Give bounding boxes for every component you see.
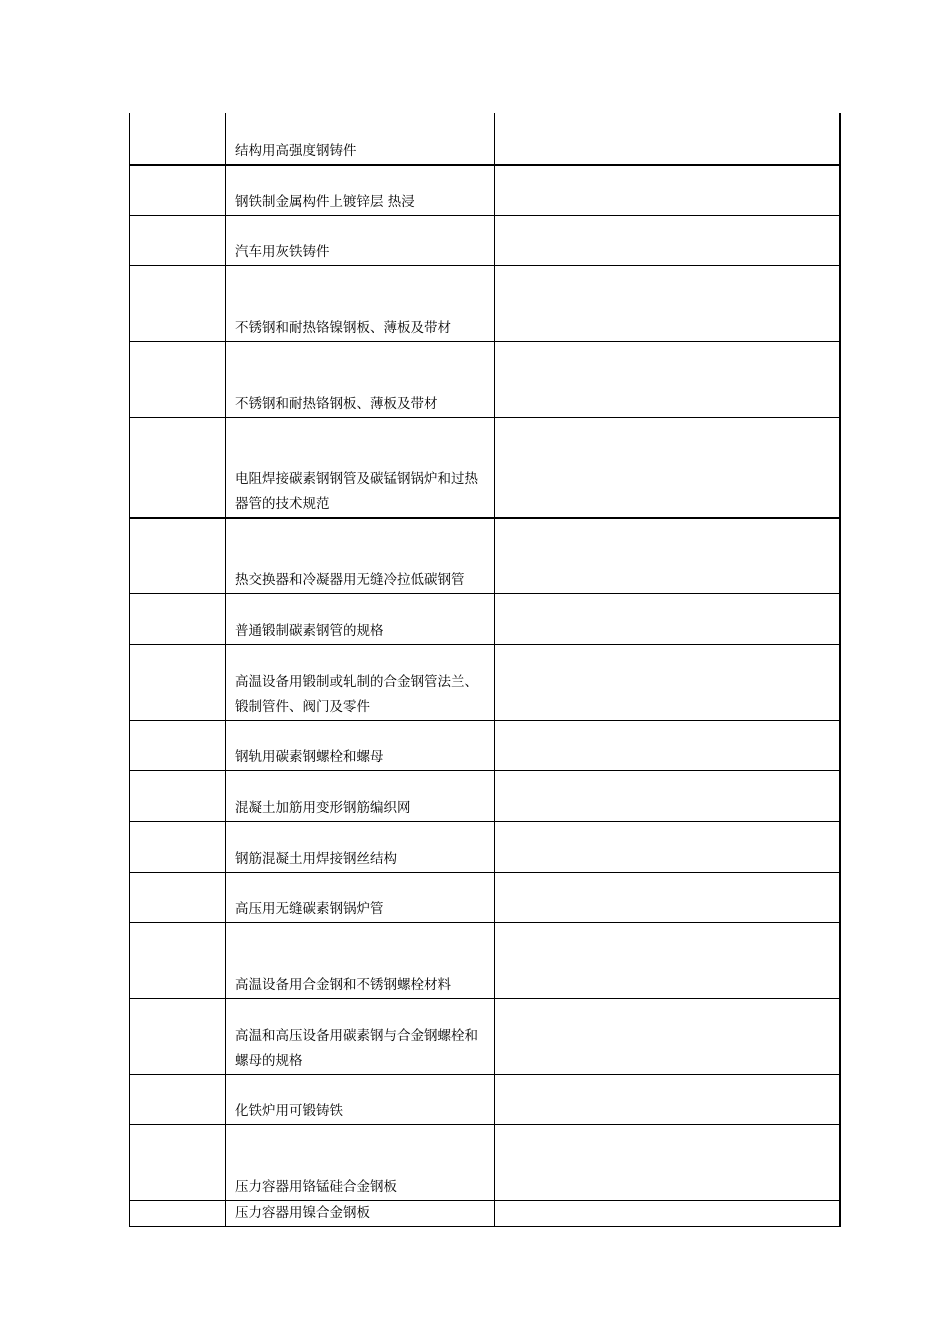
table-row	[130, 922, 841, 998]
material-name-cell	[226, 518, 495, 593]
materials-table	[129, 113, 841, 1227]
materials-table-body	[130, 113, 841, 1226]
table-row	[130, 341, 841, 417]
code-cell	[130, 770, 226, 821]
table-row	[130, 593, 841, 644]
notes-cell	[495, 518, 841, 593]
notes-cell	[495, 872, 841, 922]
table-row	[130, 1074, 841, 1124]
code-cell	[130, 922, 226, 998]
material-name-cell	[226, 720, 495, 770]
notes-cell	[495, 341, 841, 417]
notes-cell	[495, 593, 841, 644]
material-name: 不锈钢和耐热铬钢板、薄板及带材	[235, 395, 438, 412]
notes-cell	[495, 1200, 841, 1226]
material-name-cell	[226, 1124, 495, 1200]
table-row	[130, 998, 841, 1074]
code-cell	[130, 998, 226, 1074]
material-name-cell	[226, 770, 495, 821]
material-name: 化铁炉用可锻铸铁	[235, 1102, 343, 1119]
notes-cell	[495, 644, 841, 720]
table-row	[130, 113, 841, 165]
material-name: 高压用无缝碳素钢锅炉管	[235, 900, 384, 917]
material-name-cell	[226, 821, 495, 872]
material-name-cell	[226, 215, 495, 265]
material-name-cell	[226, 417, 495, 518]
table-row	[130, 644, 841, 720]
material-name: 压力容器用镍合金钢板	[235, 1204, 370, 1221]
notes-cell	[495, 265, 841, 341]
material-name: 钢筋混凝土用焊接钢丝结构	[235, 850, 397, 867]
material-name-cell	[226, 265, 495, 341]
table-row	[130, 417, 841, 518]
table-row	[130, 1124, 841, 1200]
material-name: 高温设备用合金钢和不锈钢螺栓材料	[235, 976, 451, 993]
code-cell	[130, 593, 226, 644]
material-name-cell	[226, 998, 495, 1074]
material-name: 热交换器和冷凝器用无缝冷拉低碳钢管	[235, 571, 465, 588]
material-name: 汽车用灰铁铸件	[235, 243, 330, 260]
table-row	[130, 821, 841, 872]
material-name-cell	[226, 922, 495, 998]
material-name: 不锈钢和耐热铬镍钢板、薄板及带材	[235, 319, 451, 336]
material-name: 高温设备用锻制或轧制的合金钢管法兰、锻制管件、阀门及零件	[235, 673, 478, 715]
code-cell	[130, 518, 226, 593]
material-name-cell	[226, 1074, 495, 1124]
table-row	[130, 720, 841, 770]
material-name-cell	[226, 165, 495, 215]
code-cell	[130, 720, 226, 770]
table-row	[130, 215, 841, 265]
code-cell	[130, 821, 226, 872]
notes-cell	[495, 1124, 841, 1200]
notes-cell	[495, 998, 841, 1074]
code-cell	[130, 165, 226, 215]
table-row	[130, 518, 841, 593]
notes-cell	[495, 821, 841, 872]
code-cell	[130, 1200, 226, 1226]
code-cell	[130, 644, 226, 720]
notes-cell	[495, 922, 841, 998]
code-cell	[130, 341, 226, 417]
material-name: 电阻焊接碳素钢钢管及碳锰钢锅炉和过热器管的技术规范	[235, 471, 478, 512]
material-name: 压力容器用铬锰硅合金钢板	[235, 1178, 397, 1195]
notes-cell	[495, 770, 841, 821]
code-cell	[130, 1124, 226, 1200]
material-name-cell	[226, 644, 495, 720]
code-cell	[130, 872, 226, 922]
material-name: 普通锻制碳素钢管的规格	[235, 622, 384, 639]
code-cell	[130, 113, 226, 165]
notes-cell	[495, 165, 841, 215]
material-name-cell	[226, 593, 495, 644]
notes-cell	[495, 1074, 841, 1124]
material-name-cell	[226, 1200, 495, 1226]
material-name: 钢铁制金属构件上镀锌层 热浸	[235, 193, 415, 210]
code-cell	[130, 1074, 226, 1124]
material-name: 混凝土加筋用变形钢筋编织网	[235, 799, 411, 816]
notes-cell	[495, 720, 841, 770]
code-cell	[130, 417, 226, 518]
material-name: 结构用高强度钢铸件	[235, 143, 357, 159]
notes-cell	[495, 417, 841, 518]
notes-cell	[495, 215, 841, 265]
material-name-cell	[226, 872, 495, 922]
table-row	[130, 265, 841, 341]
material-name-cell	[226, 341, 495, 417]
table-row	[130, 165, 841, 215]
material-name: 高温和高压设备用碳素钢与合金钢螺栓和螺母的规格	[235, 1027, 478, 1069]
material-name: 钢轨用碳素钢螺栓和螺母	[235, 748, 384, 765]
code-cell	[130, 215, 226, 265]
table-row	[130, 1200, 841, 1226]
notes-cell	[495, 113, 841, 165]
code-cell	[130, 265, 226, 341]
table-row	[130, 770, 841, 821]
material-name-cell	[226, 113, 495, 165]
table-row	[130, 872, 841, 922]
